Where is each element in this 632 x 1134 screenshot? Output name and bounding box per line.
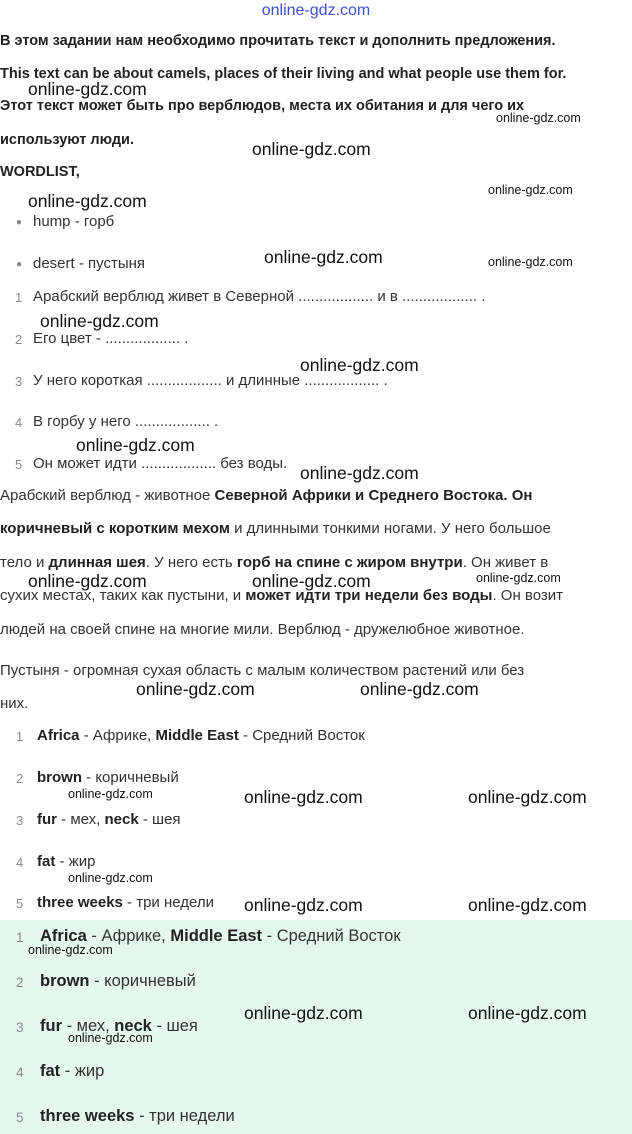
exercise-number: 4: [15, 415, 23, 430]
watermark: online-gdz.com: [300, 355, 419, 375]
exercise-sentence: Его цвет - .................. .: [33, 330, 189, 347]
watermark: online-gdz.com: [360, 679, 479, 699]
watermark: online-gdz.com: [244, 787, 363, 807]
watermark: online-gdz.com: [300, 463, 419, 483]
answer-number: 2: [16, 975, 24, 990]
watermark: online-gdz.com: [28, 191, 147, 211]
site-link[interactable]: online-gdz.com: [261, 2, 371, 19]
exercise-sentence: В горбу у него .................. .: [33, 413, 219, 430]
watermark: online-gdz.com: [244, 895, 363, 915]
exercise-number: 1: [15, 290, 23, 305]
highlighted-answer: three weeks - три недели: [40, 1107, 235, 1125]
answer-item: three weeks - три недели: [37, 894, 215, 911]
answer-number: 1: [16, 729, 24, 744]
passage-line: Арабский верблюд - животное Северной Африки и Среднего Востока. Он: [0, 487, 533, 504]
answer-item: Africa - Африке, Middle East - Средний Восток: [37, 727, 365, 744]
watermark: online-gdz.com: [252, 571, 371, 591]
wordlist-item: hump - горб: [33, 213, 115, 230]
bullet-icon: ●: [16, 217, 23, 228]
answer-number: 5: [16, 1110, 24, 1125]
watermark: online-gdz.com: [40, 311, 159, 331]
watermark: online-gdz.com: [28, 79, 147, 99]
passage-line: тело и длинная шея. У него есть горб на спине с жиром внутри. Он живет в: [0, 554, 549, 571]
highlighted-answer: fat - жир: [40, 1062, 105, 1080]
watermark: online-gdz.com: [468, 895, 587, 915]
exercise-number: 5: [15, 457, 23, 472]
watermark: online-gdz.com: [28, 571, 147, 591]
bullet-icon: ●: [16, 259, 23, 270]
passage-line: них.: [0, 695, 29, 712]
watermark: online-gdz.com: [28, 943, 113, 957]
intro-line-translation: Этот текст может быть про верблюдов, места их обитания и для чего их: [0, 98, 525, 114]
answer-number: 2: [16, 771, 24, 786]
answer-number: 3: [16, 813, 24, 828]
watermark: online-gdz.com: [252, 139, 371, 159]
watermark: online-gdz.com: [68, 787, 153, 801]
intro-line-translation-cont: используют люди.: [0, 132, 134, 148]
watermark: online-gdz.com: [264, 247, 383, 267]
wordlist-title: WORDLIST,: [0, 164, 80, 180]
answer-number: 4: [16, 1065, 24, 1080]
answer-number: 4: [16, 855, 24, 870]
watermark: online-gdz.com: [68, 871, 153, 885]
highlighted-answer: brown - коричневый: [40, 972, 196, 990]
watermark: online-gdz.com: [468, 1003, 587, 1023]
exercise-sentence: Он может идти .................. без воды.: [33, 455, 288, 472]
exercise-number: 3: [15, 374, 23, 389]
answer-item: brown - коричневый: [37, 769, 179, 786]
answer-number: 3: [16, 1020, 24, 1035]
watermark: online-gdz.com: [488, 255, 573, 269]
intro-line-en: This text can be about camels, places of their living and what people use them for.: [0, 66, 567, 82]
passage-line: Пустыня - огромная сухая область с малым количеством растений или без: [0, 662, 525, 679]
passage-line: коричневый с коротким мехом и длинными тонкими ногами. У него большое: [0, 520, 551, 537]
exercise-number: 2: [15, 332, 23, 347]
exercise-sentence: Арабский верблюд живет в Северной .................. и в .................. .: [33, 288, 486, 305]
highlighted-answer: Africa - Африке, Middle East - Средний Восток: [40, 927, 401, 945]
watermark: online-gdz.com: [476, 571, 561, 585]
wordlist-item: desert - пустыня: [33, 255, 146, 272]
passage-line: людей на своей спине на многие мили. Верблюд - дружелюбное животное.: [0, 621, 525, 638]
intro-line-ru: В этом задании нам необходимо прочитать текст и дополнить предложения.: [0, 33, 556, 49]
watermark: online-gdz.com: [468, 787, 587, 807]
answer-number: 5: [16, 896, 24, 911]
answer-item: fat - жир: [37, 853, 96, 870]
answer-number: 1: [16, 930, 24, 945]
answer-item: fur - мех, neck - шея: [37, 811, 181, 828]
watermark: online-gdz.com: [496, 111, 581, 125]
watermark: online-gdz.com: [488, 183, 573, 197]
watermark: online-gdz.com: [244, 1003, 363, 1023]
watermark: online-gdz.com: [68, 1031, 153, 1045]
highlighted-answer: fur - мех, neck - шея: [40, 1017, 198, 1035]
watermark: online-gdz.com: [76, 435, 195, 455]
passage-line: сухих местах, таких как пустыни, и может идти три недели без воды. Он возит: [0, 587, 563, 604]
exercise-sentence: У него короткая .................. и длинные .................. .: [33, 372, 388, 389]
watermark: online-gdz.com: [136, 679, 255, 699]
